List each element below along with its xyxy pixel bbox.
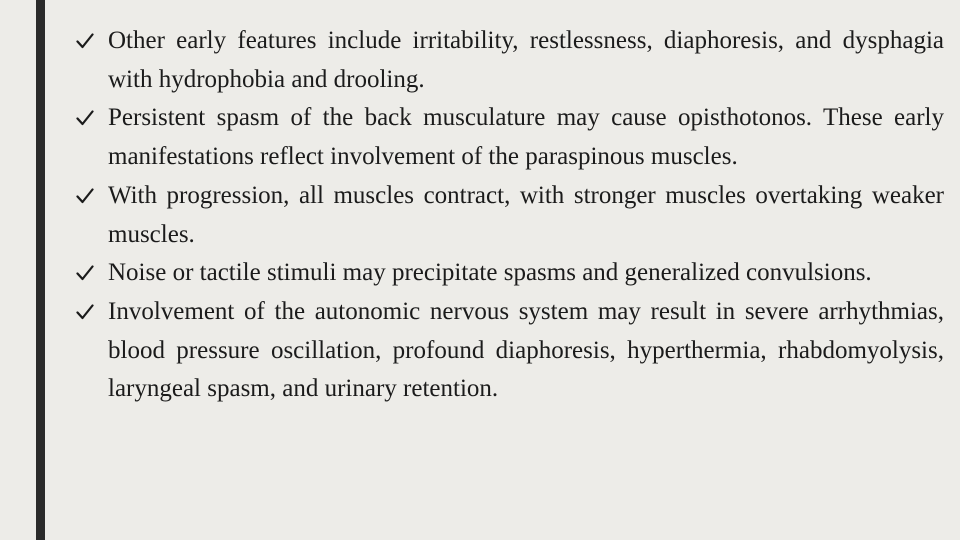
bullet-list bbox=[74, 22, 944, 409]
bullet-text: Persistent spasm of the back musculature may cause opisthotonos. These early manifestations reflect involvement of the paraspinous muscles. bbox=[108, 104, 944, 171]
bullet-item bbox=[74, 99, 944, 176]
bullet-item bbox=[74, 254, 944, 293]
bullet-text: Other early features include irritability, restlessness, diaphoresis, and dysphagia with hydrophobia and drooling. bbox=[108, 27, 944, 93]
check-icon bbox=[74, 22, 96, 60]
decorative-side-bar bbox=[36, 0, 45, 540]
check-icon bbox=[74, 177, 96, 215]
check-icon bbox=[74, 254, 96, 292]
slide-content bbox=[74, 22, 944, 409]
bullet-text: With progression, all muscles contract, with stronger muscles overtaking weaker muscles. bbox=[108, 181, 944, 248]
bullet-item bbox=[74, 177, 944, 254]
bullet-text: Involvement of the autonomic nervous system may result in severe arrhythmias, blood pressure oscillation, profound diaphoresis, hyperthermia, rhabdomyolysis, laryngeal spasm, and urinary retention. bbox=[108, 297, 944, 403]
check-icon bbox=[74, 99, 96, 137]
bullet-item bbox=[74, 293, 944, 409]
bullet-text: Noise or tactile stimuli may precipitate spasms and generalized convulsions. bbox=[108, 259, 872, 287]
check-icon bbox=[74, 293, 96, 331]
bullet-item bbox=[74, 22, 944, 99]
